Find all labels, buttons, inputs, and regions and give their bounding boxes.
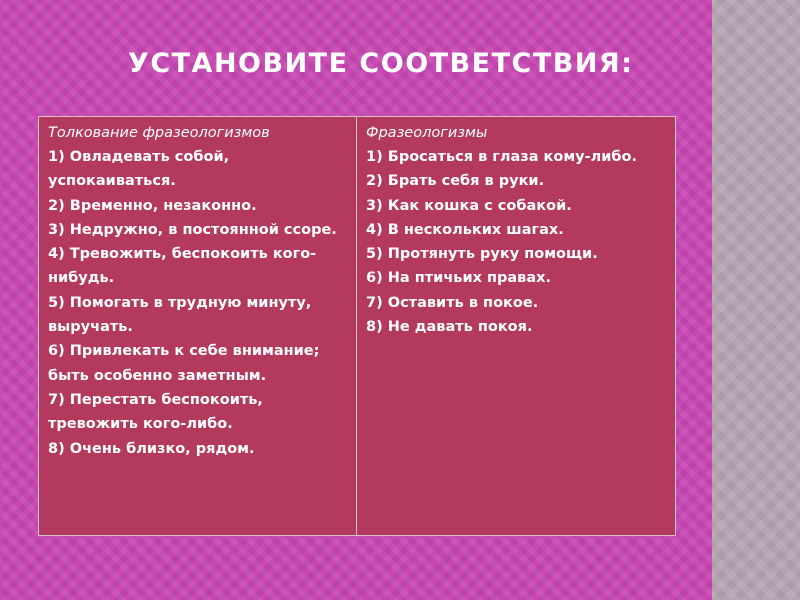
- idiom-item: 4) В нескольких шагах.: [366, 221, 564, 238]
- definition-item: 2) Временно, незаконно.: [48, 197, 257, 214]
- definition-item: 7) Перестать беспокоить, тревожить кого-либо.: [48, 391, 263, 433]
- definition-item: 6) Привлекать к себе внимание; быть особенно заметным.: [48, 343, 320, 384]
- decorative-side-band: [712, 0, 800, 600]
- definition-item: 5) Помогать в трудную минуту, выручать.: [48, 294, 312, 336]
- definition-item: 4) Тревожить, беспокоить кого-нибудь.: [48, 246, 317, 287]
- idiom-item: 8) Не давать покоя.: [366, 319, 533, 336]
- slide-title: УСТАНОВИТЕ СООТВЕТСТВИЯ:: [128, 48, 634, 79]
- definition-item: 1) Овладевать собой, успокаиваться.: [48, 149, 230, 190]
- definitions-header: Толкование фразеологизмов: [48, 125, 270, 141]
- idiom-item: 1) Бросаться в глаза кому-либо.: [366, 149, 638, 165]
- definitions-column: [39, 117, 357, 535]
- idioms-header: Фразеологизмы: [366, 125, 488, 141]
- idiom-item: 7) Оставить в покое.: [366, 294, 539, 311]
- idiom-item: 3) Как кошка с собакой.: [366, 197, 572, 214]
- matching-table: [38, 116, 676, 536]
- idiom-item: 5) Протянуть руку помощи.: [366, 246, 598, 263]
- idioms-column: [357, 117, 675, 535]
- definition-item: 8) Очень близко, рядом.: [48, 440, 255, 457]
- idiom-item: 2) Брать себя в руки.: [366, 173, 545, 190]
- idiom-item: 6) На птичьих правах.: [366, 270, 552, 287]
- definition-item: 3) Недружно, в постоянной ссоре.: [48, 221, 337, 238]
